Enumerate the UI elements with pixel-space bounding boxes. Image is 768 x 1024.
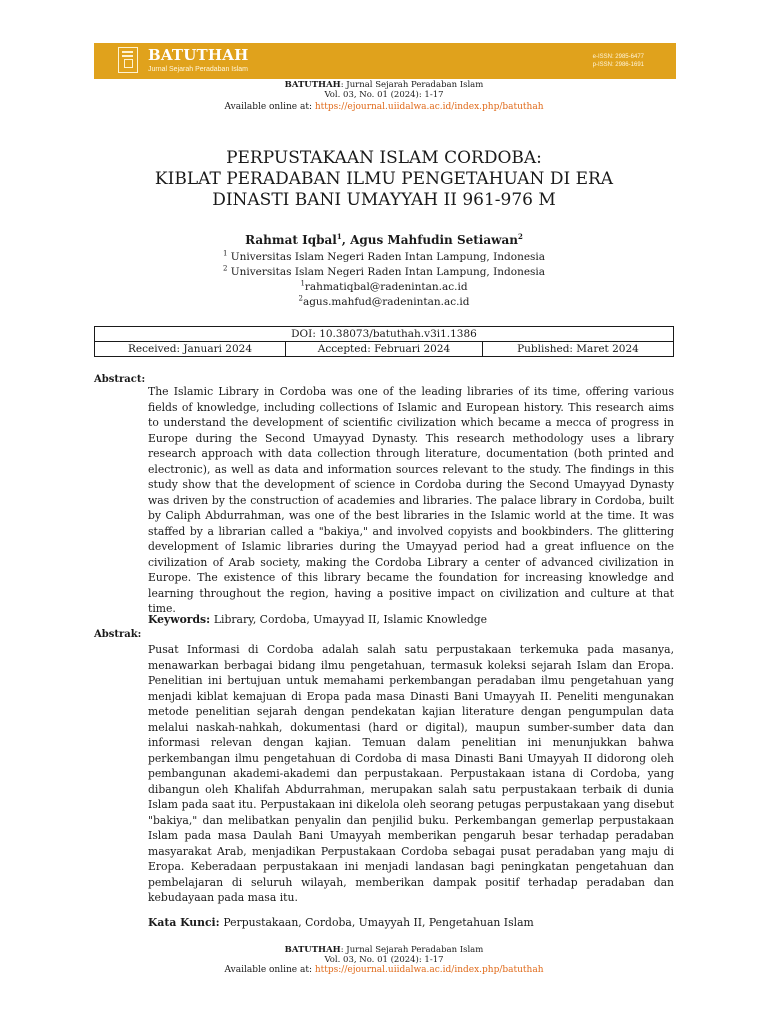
affiliation-1 bbox=[0, 250, 768, 264]
email-2 bbox=[0, 295, 768, 309]
author-separator: , bbox=[341, 233, 351, 247]
email-1-sup: 1 bbox=[300, 279, 305, 288]
affiliation-2-text: Universitas Islam Negeri Raden Intan Lampung, Indonesia bbox=[227, 266, 546, 278]
author-list bbox=[0, 233, 768, 247]
email-2-sup: 2 bbox=[298, 294, 303, 303]
published-date: Published: Maret 2024 bbox=[482, 342, 673, 357]
kata-kunci-text: Perpustakaan, Cordoba, Umayyah II, Pengetahuan Islam bbox=[223, 916, 534, 929]
banner-journal-name: BATUTHAH bbox=[148, 46, 249, 64]
header-volume: Vol. 03, No. 01 (2024): 1-17 bbox=[324, 90, 444, 100]
footer-url-link[interactable]: https://ejournal.uiidalwa.ac.id/index.php/batuthah bbox=[314, 965, 544, 975]
journal-header bbox=[0, 80, 768, 112]
affiliation-1-sup: 1 bbox=[222, 249, 228, 258]
journal-footer bbox=[0, 945, 768, 975]
footer-available-label: Available online at: bbox=[224, 965, 315, 975]
author-1-sup: 1 bbox=[336, 232, 342, 241]
accepted-date: Accepted: Februari 2024 bbox=[286, 342, 483, 357]
affiliation-1-text: Universitas Islam Negeri Raden Intan Lampung, Indonesia bbox=[227, 251, 546, 263]
doi[interactable]: DOI: 10.38073/batuthah.v3i1.1386 bbox=[95, 327, 674, 342]
footer-volume: Vol. 03, No. 01 (2024): 1-17 bbox=[324, 955, 444, 965]
p-issn: p-ISSN: 2986-1691 bbox=[592, 62, 644, 68]
abstract-text: The Islamic Library in Cordoba was one of the leading libraries of its time, offering various fields of knowledge, including collections of Islamic and European history. This research aims to understand the development of scientific civilization which became a mecca of progress in Europe during the Second Umayyad Dynasty. This research methodology uses a library research approach with data collection through literature, documentation (both printed and electronic), as well as data and information sources relevant to the study. The findings in this study show that the development of science in Cordoba during the Second Umayyad Dynasty was driven by the construction of academies and libraries. The palace library in Cordoba, built by Caliph Abdurrahman, was one of the best libraries in the Islamic world at the time. It was staffed by a librarian called a "bakiya," and involved copyists and bookbinders. The glittering development of Islamic libraries during the Umayyad period had a great influence on the civilization of Arab society, making the Cordoba Library a center of advanced civilization in Europe. The existence of this library became the foundation for increasing knowledge and learning throughout the region, having a positive impact on civilization and culture at that time. bbox=[148, 385, 674, 615]
title-line-2: KIBLAT PERADABAN ILMU PENGETAHUAN DI ERA bbox=[154, 169, 614, 189]
header-journal-rest: : Jurnal Sejarah Peradaban Islam bbox=[340, 80, 484, 90]
header-journal-name: BATUTHAH bbox=[284, 80, 341, 90]
abstrak-text: Pusat Informasi di Cordoba adalah salah satu perpustakaan terkemuka pada masanya, menawarkan berbagai bidang ilmu pengetahuan, termasuk koleksi sejarah Islam dan Eropa. Penelitian ini bertujuan untuk memahami perkembangan peradaban ilmu pengetahuan yang menjadi kiblat kemajuan di Eropa pada masa Dinasti Bani Umayyah II. Peneliti mengunakan metode penelitian sejarah dengan pendekatan kajian literature dengan pengumpulan data melalui naskah-nahkah, dokumentasi (hard or digital), maupun sumber-sumber data dan informasi relevan dengan kajian. Temuan dalam penelitian ini menunjukkan bahwa perkembangan ilmu pengetahuan di Cordoba di masa Dinasti Bani Umayyah II didorong oleh pembangunan akademi-akademi dan perpustakaan. Perpustakaan istana di Cordoba, yang dibangun oleh Khalifah Abdurrahman, merupakan salah satu perpustakaan terbaik di dunia Islam pada saat itu. Perpustakaan ini dikelola oleh seorang petugas perpustakaan yang disebut "bakiya," dan melibatkan penyalin dan penjilid buku. Perkembangan gemerlap perpustakaan Islam pada masa Daulah Bani Umayyah memberikan pengaruh besar terhadap peradaban masyarakat Arab, menjadikan Perpustakaan Cordoba sebagai pusat peradaban yang maju di Eropa. Keberadaan perpustakaan ini menjadi landasan bagi peningkatan pengetahuan dan pembelajaran di seluruh wilayah, memberikan dampak positif terhadap peradaban dan kebudayaan pada masa itu. bbox=[148, 643, 674, 904]
e-issn: e-ISSN: 2985-6477 bbox=[592, 54, 644, 60]
received-date: Received: Januari 2024 bbox=[95, 342, 286, 357]
kata-kunci-label: Kata Kunci: bbox=[148, 916, 224, 929]
keywords-text: Library, Cordoba, Umayyad II, Islamic Knowledge bbox=[213, 613, 488, 626]
article-meta-table bbox=[94, 326, 674, 357]
title-line-3: DINASTI BANI UMAYYAH II 961-976 M bbox=[212, 190, 556, 210]
author-1: Rahmat Iqbal bbox=[245, 233, 337, 247]
paper-title bbox=[80, 148, 688, 211]
kata-kunci bbox=[148, 916, 534, 930]
journal-logo-icon bbox=[118, 47, 138, 73]
email-1-text[interactable]: rahmatiqbal@radenintan.ac.id bbox=[304, 281, 468, 293]
affiliation-2 bbox=[0, 265, 768, 279]
banner-subtitle: Jurnal Sejarah Peradaban Islam bbox=[148, 66, 249, 73]
footer-journal-rest: : Jurnal Sejarah Peradaban Islam bbox=[340, 945, 484, 955]
keywords bbox=[148, 613, 487, 627]
email-1 bbox=[0, 280, 768, 294]
email-2-text[interactable]: agus.mahfud@radenintan.ac.id bbox=[302, 296, 470, 308]
header-available-label: Available online at: bbox=[224, 102, 315, 112]
affiliation-2-sup: 2 bbox=[222, 264, 228, 273]
title-line-1: PERPUSTAKAAN ISLAM CORDOBA: bbox=[226, 148, 542, 168]
author-2: Agus Mahfudin Setiawan bbox=[350, 233, 518, 247]
author-2-sup: 2 bbox=[517, 232, 523, 241]
abstrak-label: Abstrak: bbox=[94, 629, 142, 640]
journal-banner bbox=[94, 43, 676, 79]
abstract-label: Abstract: bbox=[94, 374, 146, 385]
keywords-label: Keywords: bbox=[148, 613, 214, 626]
header-url-link[interactable]: https://ejournal.uiidalwa.ac.id/index.php/batuthah bbox=[314, 102, 544, 112]
footer-journal-name: BATUTHAH bbox=[284, 945, 341, 955]
